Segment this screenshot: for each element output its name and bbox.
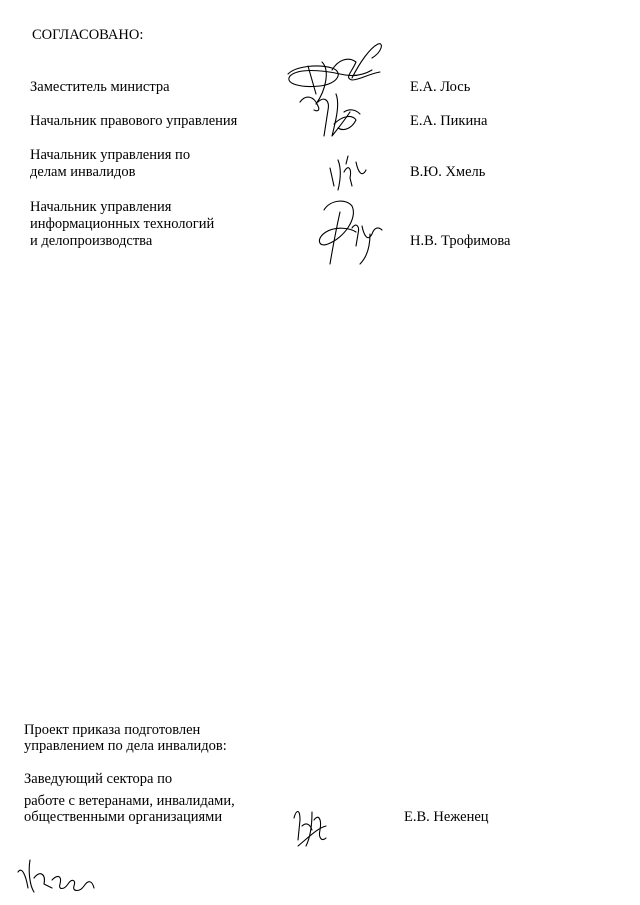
approval-position-line: Начальник управления [30,199,172,215]
approval-name: Н.В. Трофимова [410,233,511,249]
approval-position-line: Заместитель министра [30,79,170,95]
approval-name: Е.А. Лось [410,79,471,95]
approval-name: Е.А. Пикина [410,113,488,129]
signature-pikina [318,94,360,136]
approval-position-line: и делопроизводства [30,233,153,249]
prepared-name: Е.В. Неженец [404,809,489,825]
approval-position-line: делам инвалидов [30,164,136,180]
approval-heading: СОГЛАСОВАНО: [32,27,144,43]
prepared-note-line: управлением по дела инвалидов: [24,738,227,754]
signature-initials-bottom [18,860,94,892]
prepared-position-line: Заведующий сектора по [24,771,173,787]
approval-position-line: Начальник правового управления [30,113,238,129]
prepared-note-line: Проект приказа подготовлен [24,722,201,738]
signature-trofimova [319,201,382,264]
approval-position-line: Начальник управления по [30,147,191,163]
prepared-position-line: работе с ветеранами, инвалидами, [24,793,235,809]
approval-name: В.Ю. Хмель [410,164,486,180]
prepared-position-line: общественными организациями [24,809,223,825]
signature-los [288,44,381,111]
signature-nezhenets [294,812,326,847]
signature-khmel [330,156,366,190]
approval-position-line: информационных технологий [30,216,215,232]
